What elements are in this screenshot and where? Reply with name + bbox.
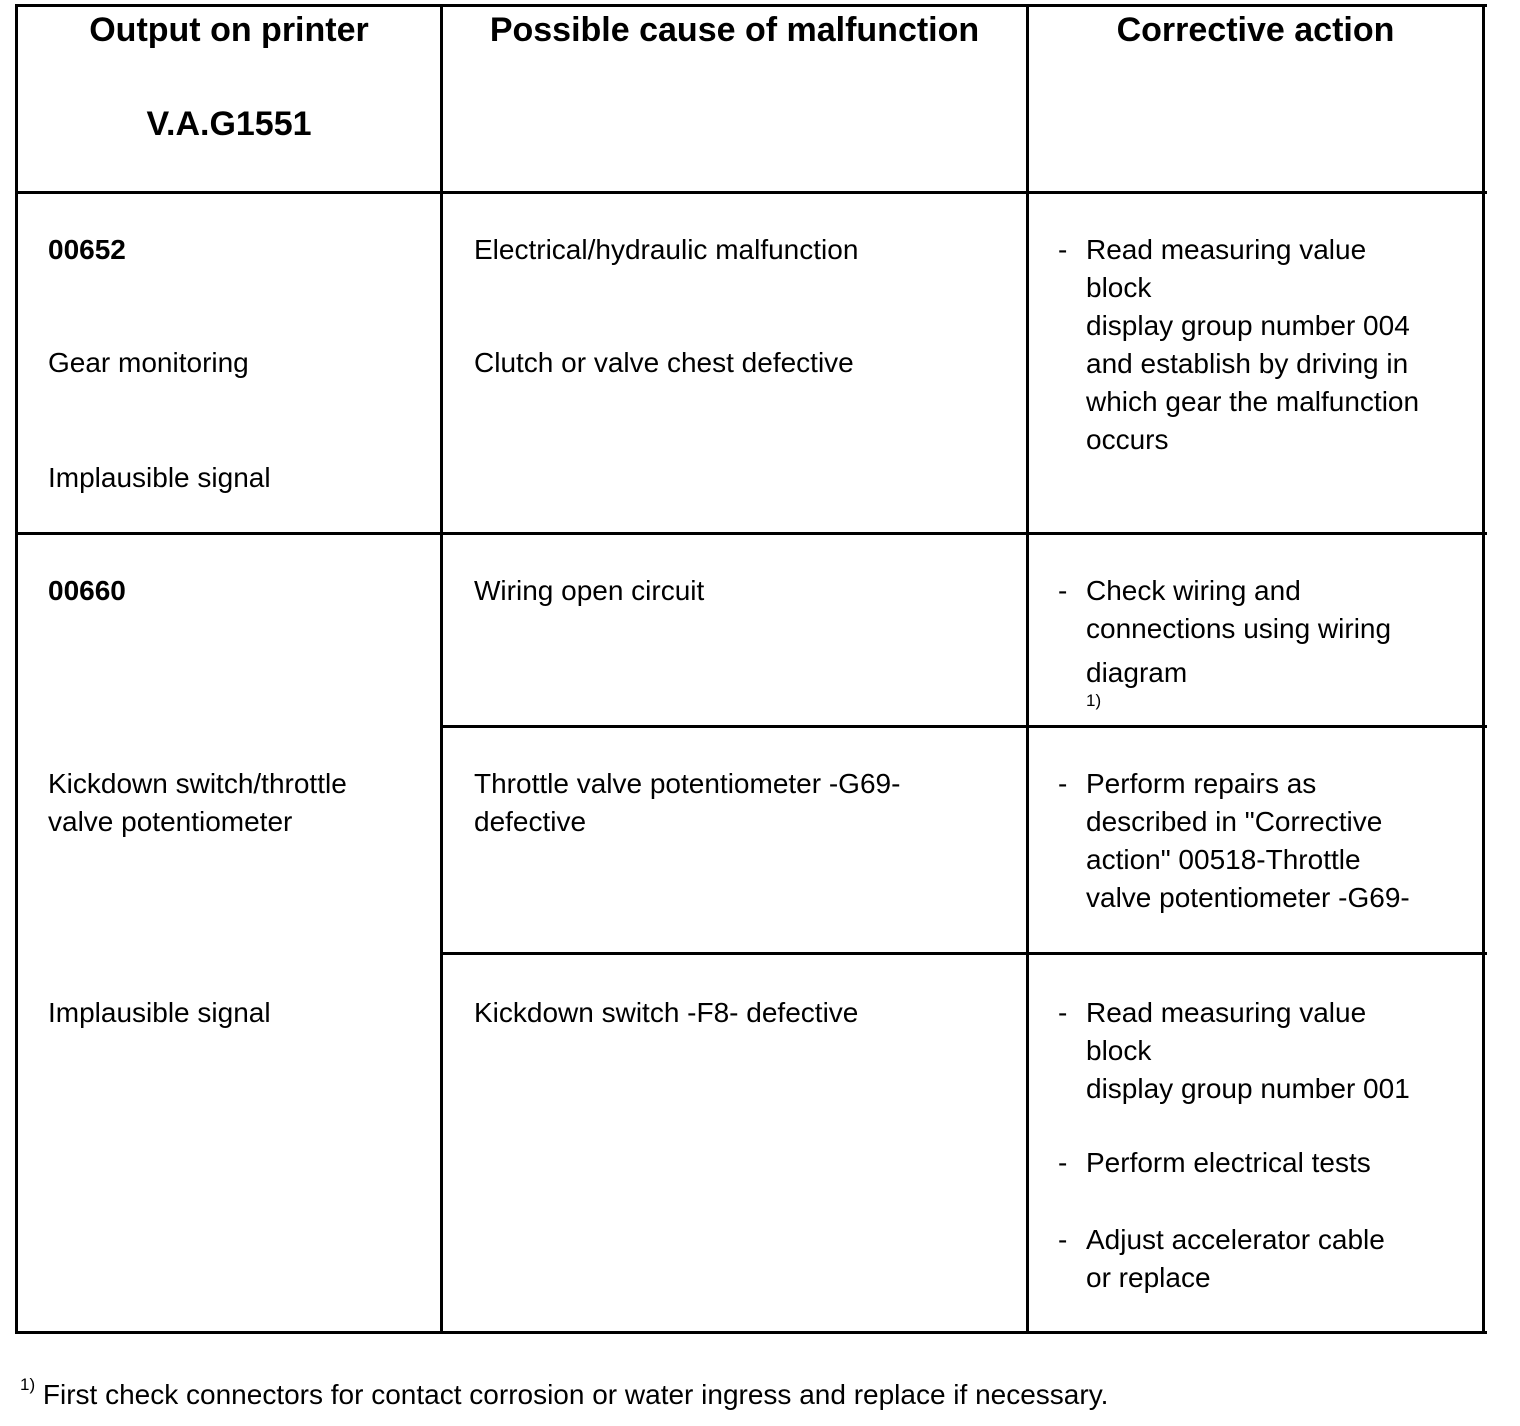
fault-component: Gear monitoring <box>48 347 249 378</box>
bullet-dash: - <box>1058 1224 1068 1255</box>
cause-text: Throttle valve potentiometer -G69- <box>474 768 901 799</box>
action-text: Perform electrical tests <box>1086 1147 1371 1178</box>
action-text: Adjust accelerator cable <box>1086 1224 1385 1255</box>
fault-signal: Implausible signal <box>48 997 271 1028</box>
bullet-dash: - <box>1058 997 1068 1028</box>
action-text: valve potentiometer -G69- <box>1086 882 1410 913</box>
cause-text: Electrical/hydraulic malfunction <box>474 234 859 265</box>
column-divider <box>1026 4 1029 1334</box>
column-divider <box>440 4 443 1334</box>
action-text: block <box>1086 1035 1152 1066</box>
footnote-text: First check connectors for contact corrosion or water ingress and replace if necessary. <box>42 1379 1109 1410</box>
cause-text: defective <box>474 806 587 837</box>
header-divider <box>15 191 1487 194</box>
table-border-bottom <box>15 1331 1487 1334</box>
footnote-marker: 1) <box>20 1375 36 1394</box>
fault-component: Kickdown switch/throttle <box>48 768 347 799</box>
footnote <box>20 1376 1108 1414</box>
action-text: action" 00518-Throttle <box>1086 844 1361 875</box>
subrow-divider <box>441 952 1487 955</box>
cause-text: Kickdown switch -F8- defective <box>474 997 859 1028</box>
bullet-dash: - <box>1058 575 1068 606</box>
action-text: occurs <box>1086 424 1169 455</box>
table-border-right <box>1482 4 1485 1334</box>
cause-text: Clutch or valve chest defective <box>474 347 854 378</box>
action-text: diagram <box>1086 657 1188 688</box>
table-border-left <box>15 4 18 1334</box>
action-text: Perform repairs as <box>1086 768 1317 799</box>
action-text: or replace <box>1086 1262 1211 1293</box>
action-text: described in "Corrective <box>1086 806 1383 837</box>
action-text: block <box>1086 272 1152 303</box>
fault-code: 00660 <box>48 575 126 606</box>
action-text: display group number 004 <box>1086 310 1410 341</box>
action-text: Read measuring value <box>1086 997 1367 1028</box>
action-text: display group number 001 <box>1086 1073 1410 1104</box>
action-text: connections using wiring <box>1086 613 1392 644</box>
bullet-dash: - <box>1058 1147 1068 1178</box>
header-output-line1: Output on printer <box>89 11 369 49</box>
fault-signal: Implausible signal <box>48 462 271 493</box>
action-text: Check wiring and <box>1086 575 1301 606</box>
footnote-ref: 1) <box>1086 691 1102 710</box>
header-action: Corrective action <box>1116 11 1395 49</box>
action-text: Read measuring value <box>1086 234 1367 265</box>
fault-code: 00652 <box>48 234 126 265</box>
row-divider <box>15 532 1487 535</box>
cause-text: Wiring open circuit <box>474 575 705 606</box>
header-cause: Possible cause of malfunction <box>489 11 980 49</box>
fault-component: valve potentiometer <box>48 806 293 837</box>
action-text: and establish by driving in <box>1086 348 1409 379</box>
action-text: which gear the malfunction <box>1086 386 1420 417</box>
header-output-line2: V.A.G1551 <box>146 105 312 143</box>
table-border-top <box>15 4 1487 7</box>
bullet-dash: - <box>1058 234 1068 265</box>
bullet-dash: - <box>1058 768 1068 799</box>
